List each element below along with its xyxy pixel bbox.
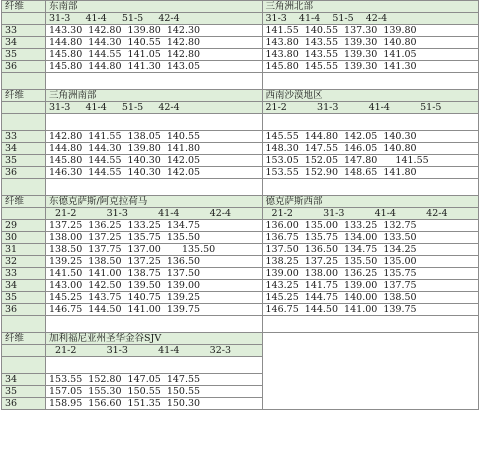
fiber-value: 34 xyxy=(2,280,46,292)
fiber-value: 34 xyxy=(2,37,46,49)
price-row: 141.50 141.00 138.75 137.50 xyxy=(46,268,263,280)
price-row: 146.75 144.50 141.00 139.75 xyxy=(262,304,479,316)
fiber-value: 36 xyxy=(2,61,46,73)
fiber-value: 35 xyxy=(2,155,46,167)
region-header-california-sjv: 加利福尼亚州圣华金谷SJV xyxy=(46,333,263,345)
fiber-value: 32 xyxy=(2,256,46,268)
grade-header: 31-3 41-4 51-5 42-4 xyxy=(46,102,263,114)
grade-header: 21-2 31-3 41-4 51-5 xyxy=(262,102,479,114)
region-header-southwest-desert: 西南沙漠地区 xyxy=(262,90,479,102)
price-row: 139.25 138.50 137.25 136.50 xyxy=(46,256,263,268)
fiber-value: 35 xyxy=(2,292,46,304)
grade-header: 21-2 31-3 41-4 32-3 xyxy=(46,345,263,357)
fiber-value: 30 xyxy=(2,232,46,244)
fiber-value: 31 xyxy=(2,244,46,256)
fiber-header: 纤维 xyxy=(2,333,46,345)
price-row: 153.05 152.05 147.80 141.55 xyxy=(262,155,479,167)
price-row: 143.00 142.50 139.50 139.00 xyxy=(46,280,263,292)
price-row: 136.75 135.75 134.00 133.50 xyxy=(262,232,479,244)
price-row: 136.00 135.00 133.25 132.75 xyxy=(262,220,479,232)
fiber-header: 纤维 xyxy=(2,90,46,102)
price-row: 153.55 152.90 148.65 141.80 xyxy=(262,167,479,179)
fiber-value: 33 xyxy=(2,25,46,37)
price-row: 148.30 147.55 146.05 140.80 xyxy=(262,143,479,155)
region-header-west-texas: 德克萨斯西部 xyxy=(262,196,479,208)
fiber-value: 33 xyxy=(2,268,46,280)
grade-header: 31-3 41-4 51-5 42-4 xyxy=(46,13,263,25)
price-row: 145.25 144.75 140.00 138.50 xyxy=(262,292,479,304)
fiber-header: 纤维 xyxy=(2,1,46,13)
price-row: 143.80 143.55 139.30 141.05 xyxy=(262,49,479,61)
fiber-value: 33 xyxy=(2,131,46,143)
price-row: 158.95 156.60 151.35 150.30 xyxy=(46,398,263,410)
price-row: 145.80 144.55 140.30 142.05 xyxy=(46,155,263,167)
price-row: 144.80 144.30 140.55 142.80 xyxy=(46,37,263,49)
fiber-value: 35 xyxy=(2,386,46,398)
price-row: 153.55 152.80 147.05 147.55 xyxy=(46,374,263,386)
fiber-value: 34 xyxy=(2,374,46,386)
region-header-south-delta: 三角洲南部 xyxy=(46,90,263,102)
price-row: 139.00 138.00 136.25 135.75 xyxy=(262,268,479,280)
price-row: 141.55 140.55 137.30 139.80 xyxy=(262,25,479,37)
price-row: 137.50 136.50 134.75 134.25 xyxy=(262,244,479,256)
fiber-value: 35 xyxy=(2,49,46,61)
cotton-price-table xyxy=(1,0,479,410)
price-row: 143.25 141.75 139.00 137.75 xyxy=(262,280,479,292)
price-row: 138.25 137.25 135.50 135.00 xyxy=(262,256,479,268)
price-row: 143.80 143.55 139.30 140.80 xyxy=(262,37,479,49)
price-row: 146.75 144.50 141.00 139.75 xyxy=(46,304,263,316)
price-row: 143.30 142.80 139.80 142.30 xyxy=(46,25,263,37)
region-header-east-texas-oklahoma: 东德克萨斯/阿克拉荷马 xyxy=(46,196,263,208)
price-row: 145.80 144.80 141.30 143.05 xyxy=(46,61,263,73)
fiber-header: 纤维 xyxy=(2,196,46,208)
price-row: 138.00 137.25 135.75 135.50 xyxy=(46,232,263,244)
region-header-north-delta: 三角洲北部 xyxy=(262,1,479,13)
price-row: 145.25 143.75 140.75 139.25 xyxy=(46,292,263,304)
price-row: 138.50 137.75 137.00 135.50 xyxy=(46,244,263,256)
grade-header: 21-2 31-3 41-4 42-4 xyxy=(46,208,263,220)
fiber-value: 36 xyxy=(2,167,46,179)
fiber-value: 36 xyxy=(2,398,46,410)
price-row: 137.25 136.25 133.25 134.75 xyxy=(46,220,263,232)
price-row: 145.55 144.80 142.05 140.30 xyxy=(262,131,479,143)
price-row: 144.80 144.30 139.80 141.80 xyxy=(46,143,263,155)
price-row: 145.80 144.55 141.05 142.80 xyxy=(46,49,263,61)
region-header-southeast: 东南部 xyxy=(46,1,263,13)
price-row: 145.80 145.55 139.30 141.30 xyxy=(262,61,479,73)
price-row: 146.30 144.55 140.30 142.05 xyxy=(46,167,263,179)
price-row: 142.80 141.55 138.05 140.55 xyxy=(46,131,263,143)
fiber-value: 34 xyxy=(2,143,46,155)
grade-header: 21-2 31-3 41-4 42-4 xyxy=(262,208,479,220)
fiber-value: 36 xyxy=(2,304,46,316)
price-row: 157.05 155.30 150.55 150.55 xyxy=(46,386,263,398)
grade-header: 31-3 41-4 51-5 42-4 xyxy=(262,13,479,25)
fiber-value: 29 xyxy=(2,220,46,232)
